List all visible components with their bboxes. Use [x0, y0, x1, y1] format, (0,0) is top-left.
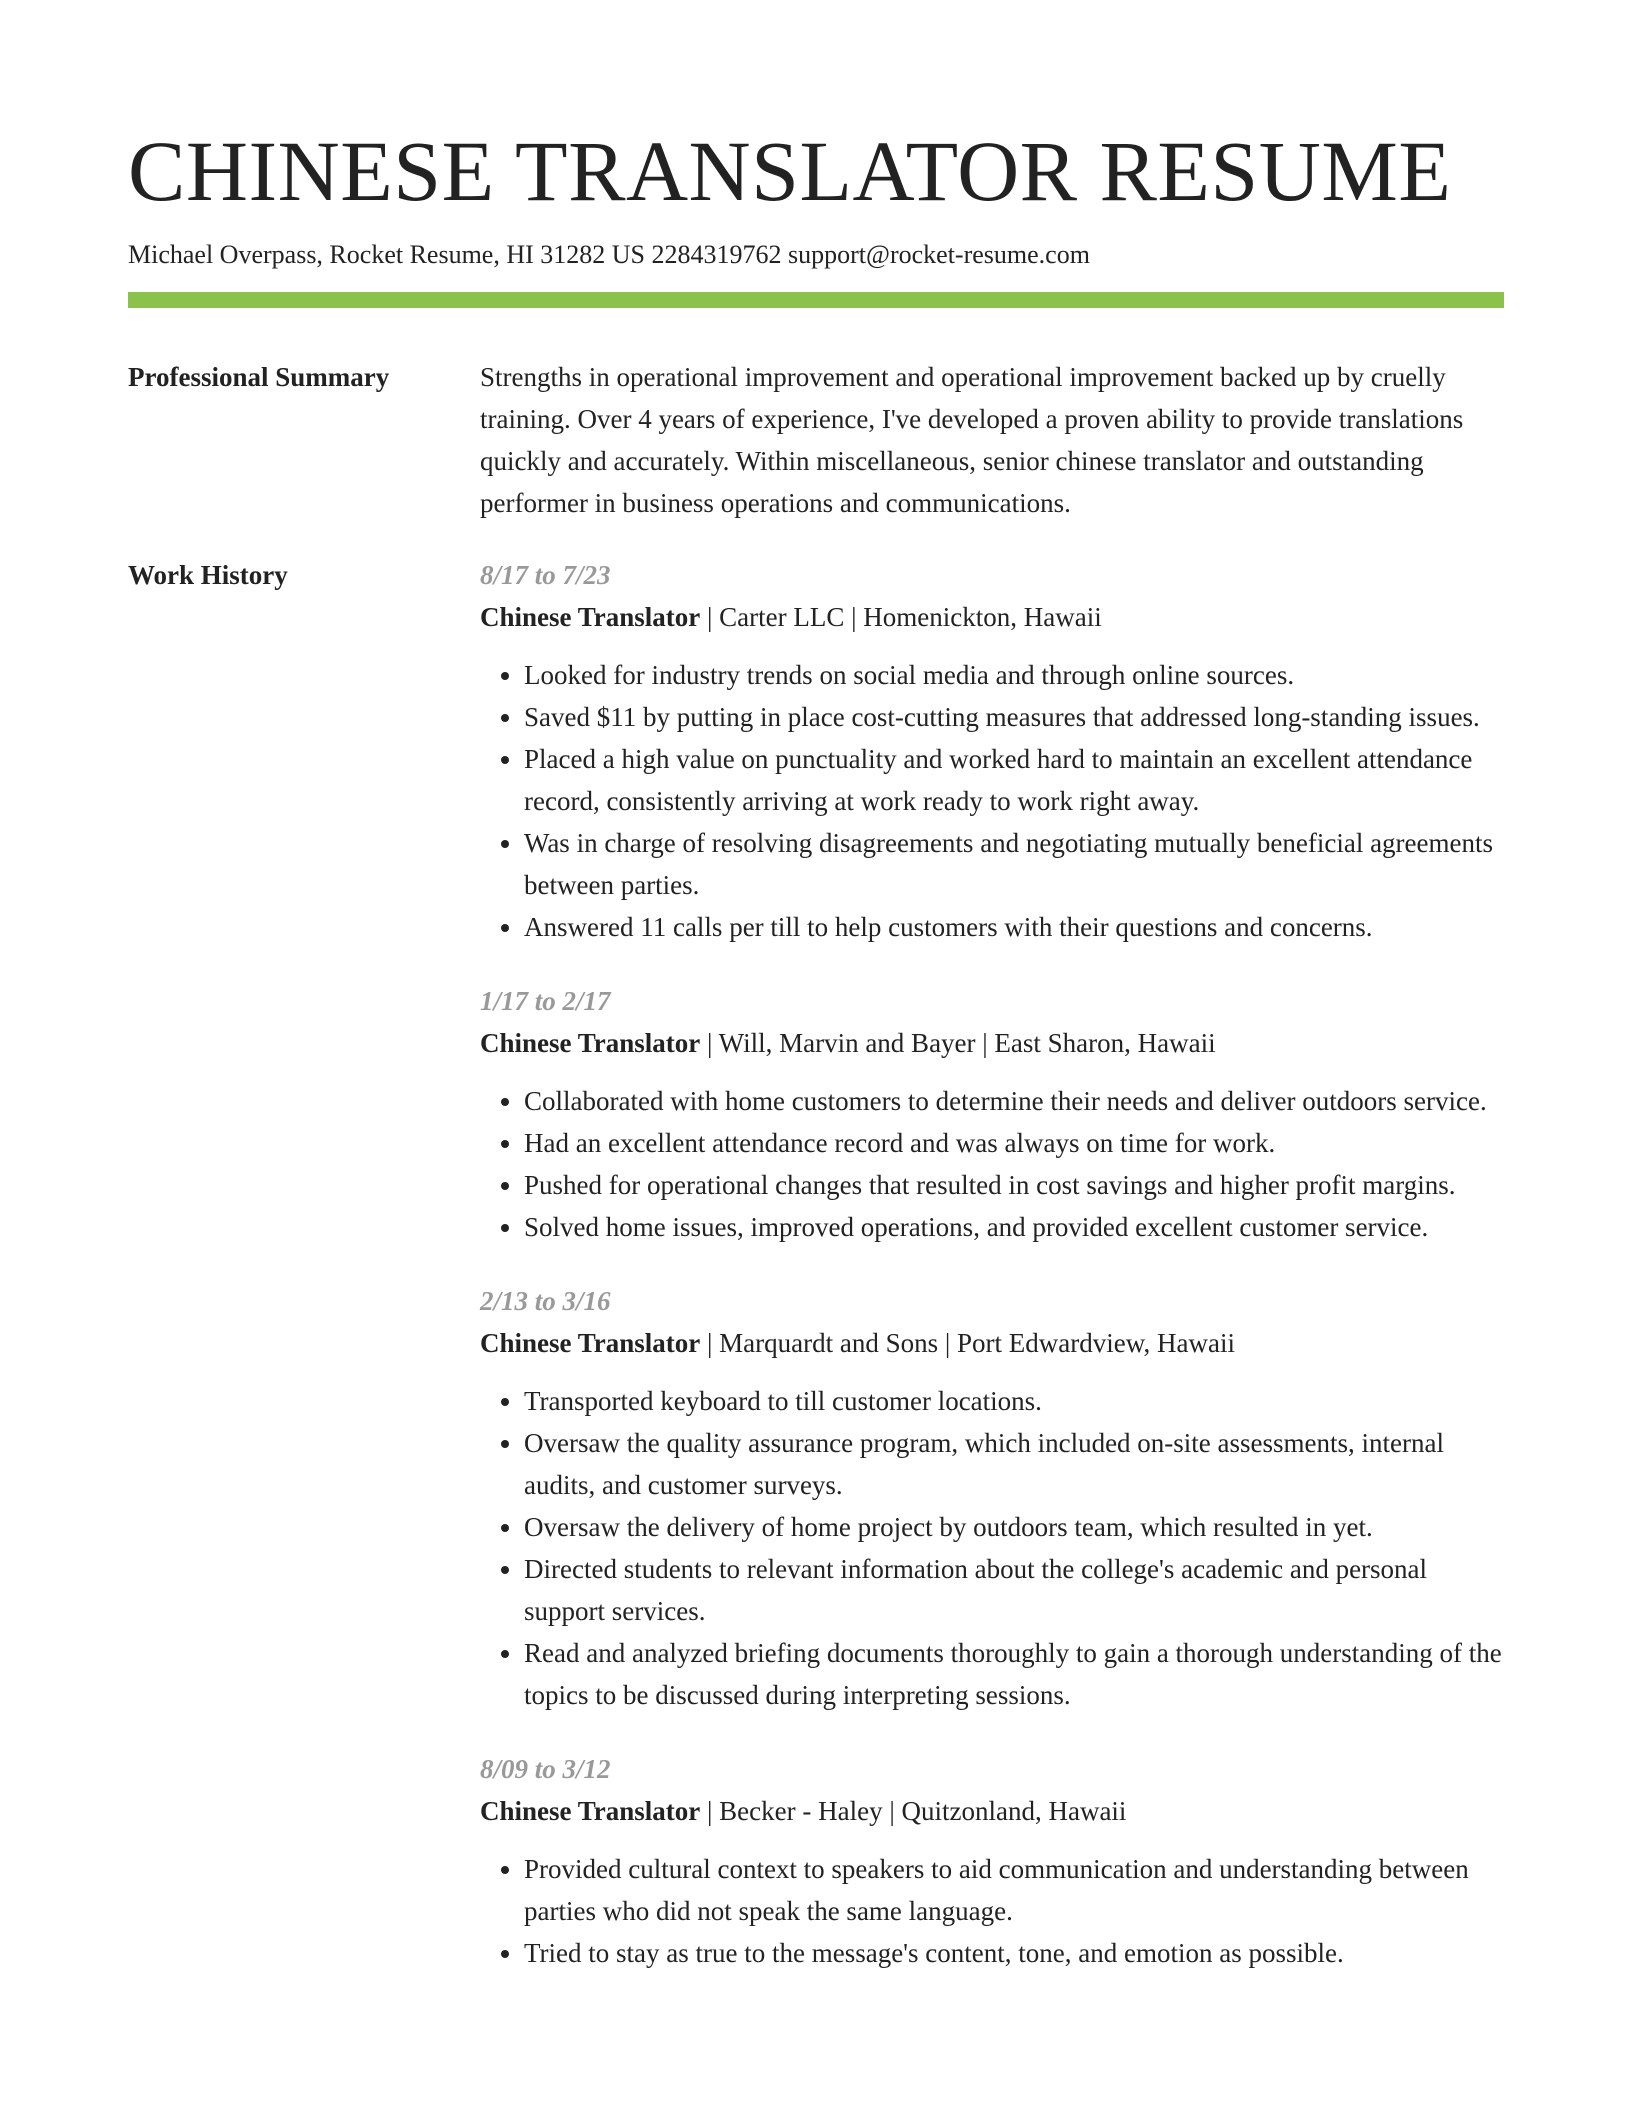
job-heading [480, 1322, 1504, 1364]
job-employer-location: | Becker - Haley | Quitzonland, Hawaii [700, 1796, 1127, 1826]
job-bullet: • Collaborated with home customers to determine their needs and deliver outdoors service. [524, 1080, 1504, 1122]
job-heading [480, 596, 1504, 638]
section-label-work-history: Work History [128, 560, 288, 590]
job-bullet-list [480, 1080, 1504, 1248]
job-entry [480, 1280, 1504, 1716]
job-title: Chinese Translator [480, 1328, 701, 1358]
summary-body [480, 356, 1504, 524]
job-title: Chinese Translator [480, 1028, 701, 1058]
job-bullet: • Saved $11 by putting in place cost-cutting measures that addressed long-standing issues. [524, 696, 1504, 738]
job-bullet: • Directed students to relevant information about the college's academic and personal support services. [524, 1548, 1504, 1632]
job-bullet: • Read and analyzed briefing documents thoroughly to gain a thorough understanding of the topics to be discussed during interpreting sessions. [524, 1632, 1504, 1716]
section-label-summary: Professional Summary [128, 362, 390, 392]
job-bullet: • Looked for industry trends on social media and through online sources. [524, 654, 1504, 696]
job-bullet: • Answered 11 calls per till to help customers with their questions and concerns. [524, 906, 1504, 948]
accent-divider [128, 292, 1504, 308]
job-dates: 1/17 to 2/17 [480, 986, 611, 1016]
job-bullet: • Placed a high value on punctuality and worked hard to maintain an excellent attendance record, consistently arriving at work ready to work right away. [524, 738, 1504, 822]
job-bullet: • Oversaw the delivery of home project by outdoors team, which resulted in yet. [524, 1506, 1504, 1548]
job-bullet: • Pushed for operational changes that resulted in cost savings and higher profit margins. [524, 1164, 1504, 1206]
job-bullet-list [480, 1380, 1504, 1716]
job-heading [480, 1022, 1504, 1064]
summary-text: Strengths in operational improvement and operational improvement backed up by cruelly training. Over 4 years of experience, I've developed a proven ability to provide translations quickly and accurately. Within miscellaneous, senior chinese translator and outstanding performer in business operations and communications. [480, 362, 1464, 518]
job-dates: 2/13 to 3/16 [480, 1286, 611, 1316]
job-entry [480, 554, 1504, 948]
job-bullet: • Solved home issues, improved operations, and provided excellent customer service. [524, 1206, 1504, 1248]
job-heading [480, 1790, 1504, 1832]
job-dates: 8/09 to 3/12 [480, 1754, 611, 1784]
job-bullet: • Provided cultural context to speakers to aid communication and understanding between parties who did not speak the same language. [524, 1848, 1504, 1932]
resume-title: CHINESE TRANSLATOR RESUME [128, 123, 1452, 219]
job-bullet: • Tried to stay as true to the message's content, tone, and emotion as possible. [524, 1932, 1504, 1974]
job-bullet-list [480, 1848, 1504, 1974]
job-bullet: • Oversaw the quality assurance program, which included on-site assessments, internal audits, and customer surveys. [524, 1422, 1504, 1506]
job-entry [480, 1748, 1504, 1974]
work-history-body [480, 554, 1504, 2006]
job-title: Chinese Translator [480, 1796, 701, 1826]
job-bullet-list [480, 654, 1504, 948]
job-bullet: • Transported keyboard to till customer locations. [524, 1380, 1504, 1422]
professional-summary-section [128, 356, 1504, 524]
job-employer-location: | Will, Marvin and Bayer | East Sharon, Hawaii [700, 1028, 1216, 1058]
job-entry [480, 980, 1504, 1248]
work-history-section [128, 554, 1504, 2006]
job-dates: 8/17 to 7/23 [480, 560, 611, 590]
job-employer-location: | Carter LLC | Homenickton, Hawaii [700, 602, 1102, 632]
job-bullet: • Was in charge of resolving disagreements and negotiating mutually beneficial agreements between parties. [524, 822, 1504, 906]
job-title: Chinese Translator [480, 602, 701, 632]
job-employer-location: | Marquardt and Sons | Port Edwardview, Hawaii [700, 1328, 1235, 1358]
contact-line: Michael Overpass, Rocket Resume, HI 31282 US 2284319762 support@rocket-resume.com [128, 240, 1090, 269]
job-bullet: • Had an excellent attendance record and was always on time for work. [524, 1122, 1504, 1164]
